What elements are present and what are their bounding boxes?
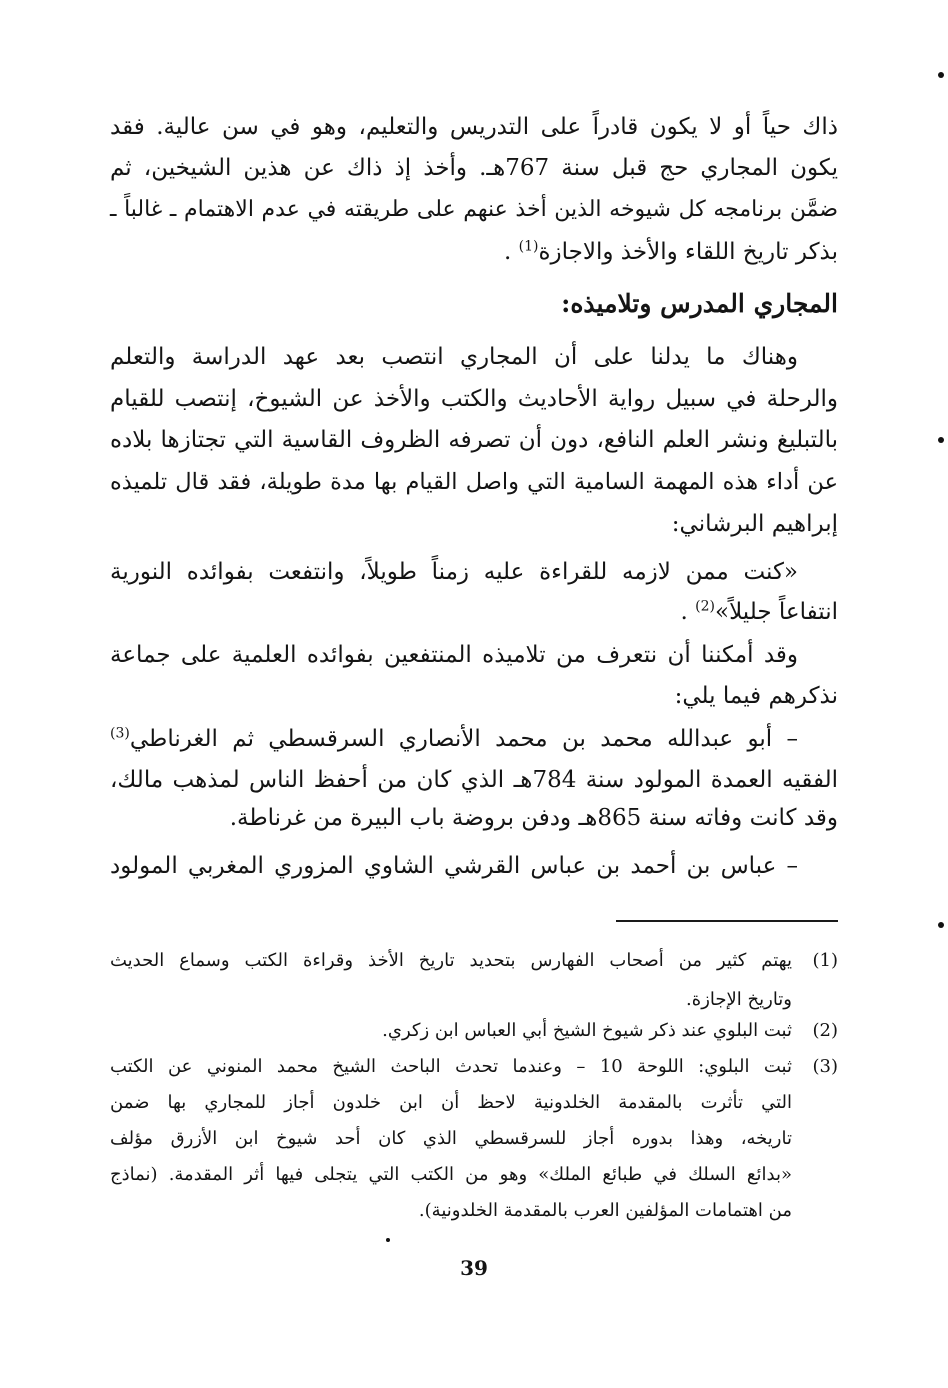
footnote-3-line-2: [110, 1088, 838, 1118]
footnote-ref-2: (2): [695, 598, 715, 615]
footnote-3-line-4: [110, 1160, 838, 1190]
footnote-3-line-5: [110, 1196, 838, 1226]
footnote-3-line-1: [110, 1052, 838, 1082]
footnote-1-number: (1): [812, 950, 838, 971]
paragraph-2-line-1: وهناك ما يدلنا على أن المجاري انتصب بعد عهد الدراسة والتعلم: [110, 344, 798, 370]
footnote-2-line-1: [110, 1016, 838, 1046]
entry-1-line-2: الفقيه العمدة المولود سنة 784هـ الذي كان من أحفظ الناس لمذهب مالك،: [110, 767, 838, 793]
footnote-3-text-2: التي تأثرت بالمقدمة الخلدونية لاحظ أن ابن خلدون أجاز للمجاري بها ضمن: [110, 1092, 792, 1113]
paragraph-1-line-4: [110, 237, 838, 267]
footnote-3-text-1: ثبت البلوي: اللوحة 10 – وعندما تحدث الباحث الشيخ محمد المنوني عن الكتب: [110, 1056, 792, 1077]
paragraph-2-line-5: إبراهيم البرشاني:: [671, 511, 838, 537]
footnote-ref-3: (3): [110, 725, 130, 742]
scan-speck: [938, 72, 944, 78]
scan-speck: [386, 1238, 390, 1242]
paragraph-1-line-1: ذاك حياً أو لا يكون قادراً على التدريس والتعليم، وهو في سن عالية. فقد: [110, 114, 838, 140]
footnote-3-text-3: تاريخه، وهذا بدوره أجاز للسرقسطي الذي كان أحد شيوخ ابن الأزرق مؤلف: [110, 1128, 792, 1149]
paragraph-3-line-1: وقد أمكننا أن نتعرف من تلاميذه المنتفعين بفوائده العلمية على جماعة: [110, 642, 798, 668]
footnote-2-text-1: ثبت البلوي عند ذكر شيوخ الشيخ أبي العباس ابن زكري.: [382, 1020, 792, 1041]
entry-1-line-3: وقد كانت وفاته سنة 865هـ ودفن بروضة باب البيرة من غرناطة.: [229, 805, 838, 831]
paragraph-1-line-2: يكون المجاري حج قبل سنة 767هـ. وأخذ إذ ذاك عن هذين الشيخين، ثم: [110, 155, 838, 181]
paragraph-3-line-2: نذكرهم فيما يلي:: [674, 683, 838, 709]
footnote-1-text-2: وتاريخ الإجازة.: [686, 989, 792, 1010]
footnote-separator: [616, 920, 838, 922]
entry-1-line-1: [110, 724, 838, 754]
footnote-3-text-4: «بدائع السلك في طبائع الملك» وهو من الكتب التي يتجلى فيها أثر المقدمة. (نماذج: [110, 1164, 792, 1185]
page-number: 39: [460, 1256, 488, 1280]
quote-line-2: [110, 597, 838, 627]
scan-speck: [938, 437, 944, 443]
footnote-ref-1: (1): [518, 238, 539, 255]
paragraph-2-line-4: عن أداء هذه المهمة السامية التي واصل القيام بها مدة طويلة، فقد قال تلميذه: [110, 469, 838, 495]
footnote-2-number: (2): [812, 1020, 838, 1041]
footnote-3-line-3: [110, 1124, 838, 1154]
quote-line-2-text: انتفاعاً جليلاً»: [715, 599, 838, 625]
section-heading: المجاري المدرس وتلاميذه:: [561, 289, 838, 318]
scan-speck: [938, 922, 944, 928]
footnote-1-line-2: [110, 985, 838, 1015]
quote-line-2-end: .: [680, 599, 688, 625]
footnote-3-text-5: من اهتمامات المؤلفين العرب بالمقدمة الخلدونية).: [418, 1200, 792, 1221]
footnote-1-text-1: يهتم كثير من أصحاب الفهارس بتحديد تاريخ الأخذ وقراءة الكتب وسماع الحديث: [110, 950, 792, 971]
paragraph-1-line-4-end: .: [504, 239, 512, 265]
paragraph-2-line-3: بالتبليغ ونشر العلم النافع، دون أن تصرفه الظروف القاسية التي تجتازها بلاده: [110, 427, 838, 453]
paragraph-1-line-3: ضمَّن برنامجه كل شيوخه الذين أخذ عنهم على طريقته في عدم الاهتمام ـ غالباً ـ: [110, 197, 838, 222]
paragraph-2-line-2: والرحلة في سبيل رواية الأحاديث والكتب والأخذ عن الشيوخ، إنتصب للقيام: [110, 386, 838, 412]
footnote-3-number: (3): [812, 1056, 838, 1077]
paragraph-1-line-4-text: بذكر تاريخ اللقاء والأخذ والاجازة: [538, 239, 838, 265]
footnote-1-line-1: [110, 946, 838, 976]
quote-line-1: «كنت ممن لازمه للقراءة عليه زمناً طويلاً، وانتفعت بفوائده النورية: [110, 559, 798, 585]
entry-2-line-1: – عباس بن أحمد بن عباس القرشي الشاوي المزوري المغربي المولود: [110, 853, 798, 879]
entry-1-line-1-text: – أبو عبدالله محمد بن محمد الأنصاري السرقسطي ثم الغرناطي: [129, 726, 798, 752]
